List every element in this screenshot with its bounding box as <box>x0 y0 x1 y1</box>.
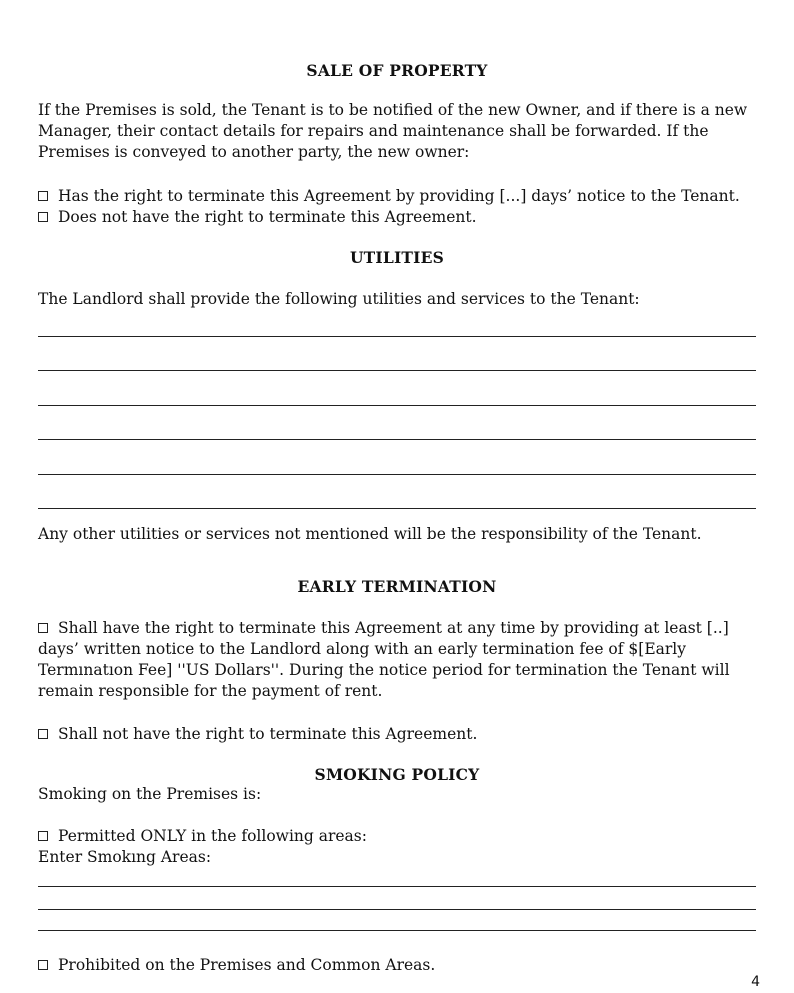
sale-option-no-terminate <box>38 207 760 228</box>
utilities-fill-line[interactable] <box>38 439 756 440</box>
page-number: 4 <box>751 974 760 990</box>
smoking-areas-fill-line[interactable] <box>38 886 756 887</box>
utilities-fill-line[interactable] <box>38 336 756 337</box>
sale-of-property-intro: If the Premises is sold, the Tenant is to be notified of the new Owner, and if there is a new Manager, their contact details for repairs and maintenance shall be forwarded. If the Premises is conveyed to another party, the new owner: <box>38 101 748 161</box>
sale-of-property-heading: SALE OF PROPERTY <box>306 61 488 80</box>
early-termination-option-allowed <box>38 618 760 702</box>
checkbox[interactable] <box>38 623 48 633</box>
early-termination-option-not-allowed <box>38 724 760 745</box>
smoking-policy-heading: SMOKING POLICY <box>314 765 480 784</box>
utilities-fill-line[interactable] <box>38 370 756 371</box>
checkbox[interactable] <box>38 212 48 222</box>
sale-option-no-terminate-label: Does not have the right to terminate this Agreement. <box>58 208 477 226</box>
utilities-fill-line[interactable] <box>38 508 756 509</box>
smoking-option-prohibited-label: Prohibited on the Premises and Common Areas. <box>58 956 436 974</box>
utilities-intro: The Landlord shall provide the following utilities and services to the Tenant: <box>38 290 640 308</box>
utilities-fill-line[interactable] <box>38 405 756 406</box>
smoking-areas-label: Enter Smokıng Areas: <box>38 848 212 866</box>
early-termination-heading: EARLY TERMINATION <box>297 577 497 596</box>
utilities-heading: UTILITIES <box>349 248 445 267</box>
early-termination-option-allowed-label: Shall have the right to terminate this Agreement at any time by providing at least [..] days’ written notice to the Landlord along with an early termination fee of $[Early Termınatıon Fee] ''US Dollars''. During the notice period for termination the Tenant will remain responsible for the payment of rent. <box>38 619 730 700</box>
checkbox[interactable] <box>38 729 48 739</box>
sale-option-terminate-label: Has the right to terminate this Agreement by providing [...] days’ notice to the Tenant. <box>58 187 740 205</box>
checkbox[interactable] <box>38 191 48 201</box>
smoking-policy-intro: Smoking on the Premises is: <box>38 785 262 803</box>
checkbox[interactable] <box>38 831 48 841</box>
sale-option-terminate <box>38 186 760 207</box>
utilities-fill-line[interactable] <box>38 474 756 475</box>
utilities-footer: Any other utilities or services not mentioned will be the responsibility of the Tenant. <box>38 525 702 543</box>
checkbox[interactable] <box>38 960 48 970</box>
smoking-areas-fill-line[interactable] <box>38 930 756 931</box>
smoking-option-permitted <box>38 826 760 847</box>
early-termination-option-not-allowed-label: Shall not have the right to terminate this Agreement. <box>58 725 478 743</box>
smoking-option-prohibited <box>38 955 760 976</box>
smoking-areas-fill-line[interactable] <box>38 909 756 910</box>
smoking-option-permitted-label: Permitted ONLY in the following areas: <box>58 827 367 845</box>
